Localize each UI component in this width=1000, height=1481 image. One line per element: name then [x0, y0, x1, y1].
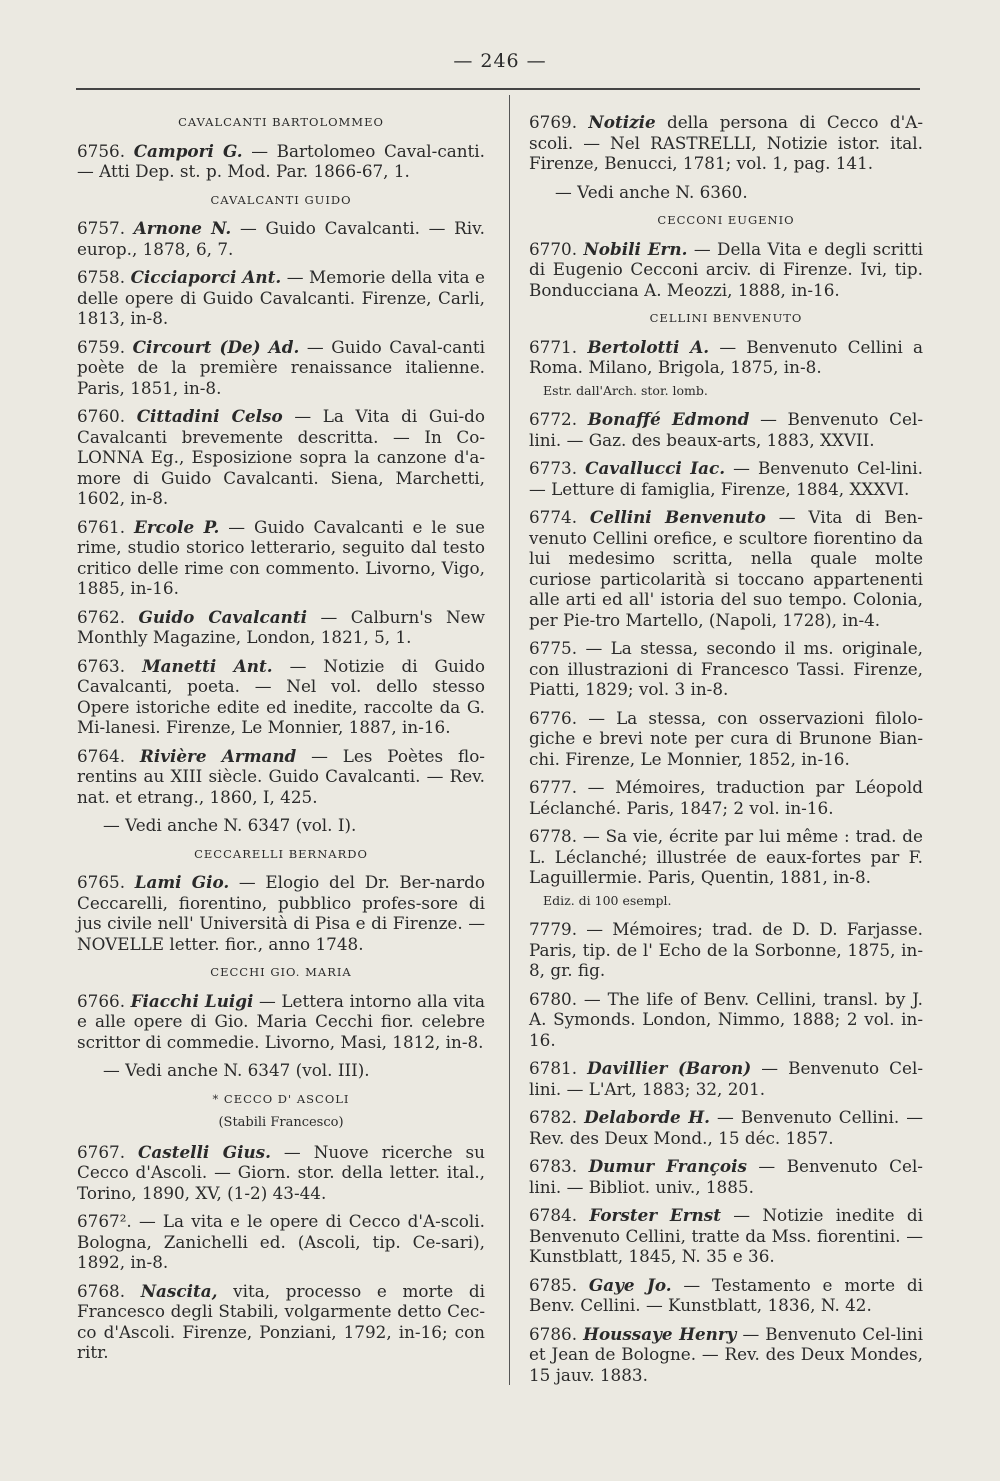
- entry-number: 6770.: [529, 238, 584, 259]
- entry-author: Lami Gio.: [134, 872, 230, 892]
- bibliography-entry: [529, 777, 923, 818]
- section-heading: CECCHI GIO. MARIA: [210, 965, 352, 979]
- entry-number: 6760.: [77, 406, 137, 426]
- entry-text: — Mémoires, traduction par Léopold Léclanché. Paris, 1847; 2 vol. in-16.: [529, 777, 923, 818]
- left-column: [77, 112, 485, 1371]
- bibliography-entry: [529, 337, 923, 378]
- entry-author: Ercole P.: [134, 516, 220, 537]
- bibliography-entry: [529, 1058, 923, 1099]
- entry-text: vita, processo e morte di Francesco degli Stabili, volgarmente detto Cec-co d'Ascoli. Firenze, Ponziani, 1792, in-16; con ritr.: [77, 1280, 485, 1362]
- bibliography-entry: [77, 991, 485, 1053]
- section-subheading: (Stabili Francesco): [218, 1115, 344, 1130]
- entry-author: Arnone N.: [133, 218, 232, 238]
- entry-author: Cittadini Celso: [136, 406, 283, 426]
- section-heading: CAVALCANTI BARTOLOMMEO: [178, 115, 384, 129]
- entry-number: 6764.: [77, 745, 140, 766]
- entry-text: — Guido Cavalcanti. — Riv. europ., 1878, 6, 7.: [77, 218, 485, 259]
- entry-note: Ediz. di 100 esempl.: [543, 892, 672, 908]
- see-also-reference: — Vedi anche N. 6360.: [555, 181, 748, 202]
- section-heading: * CECCO D' ASCOLI: [212, 1091, 350, 1106]
- entry-text: — Elogio del Dr. Ber-nardo Ceccarelli, fiorentino, pubblico profes-sore di jus civile nell' Università di Pisa e di Firenze. — NOVELLE letter. fior., anno 1748.: [77, 872, 485, 954]
- bibliography-entry: [77, 746, 485, 808]
- entry-text: — Della Vita e degli scritti di Eugenio Cecconi arciv. di Firenze. Ivi, tip. Bonducciana A. Meozzi, 1888, in-16.: [529, 238, 923, 300]
- bibliography-entry: [77, 872, 485, 954]
- entry-number: 6762.: [77, 606, 139, 627]
- entry-text: — The life of Benv. Cellini, transl. by J. A. Symonds. London, Nimmo, 1888; 2 vol. in-16.: [529, 988, 923, 1050]
- entry-author: Campori G.: [133, 140, 243, 161]
- bibliography-entry: [77, 656, 485, 738]
- bibliography-entry: [77, 1281, 485, 1363]
- right-column: [529, 112, 923, 1393]
- entry-number: 6763.: [77, 655, 143, 676]
- entry-number: 6767².: [77, 1211, 139, 1231]
- entry-number: 6771.: [529, 336, 588, 357]
- entry-number: 6774.: [529, 507, 590, 527]
- section-heading: CAVALCANTI GUIDO: [210, 192, 352, 207]
- bibliography-entry: [529, 1107, 923, 1148]
- bibliography-entry: [77, 218, 485, 259]
- entry-text: — Benvenuto Cel-lini. — L'Art, 1883; 32, 201.: [529, 1058, 923, 1099]
- entry-number: 6786.: [529, 1323, 584, 1344]
- entry-author: Davillier (Baron): [587, 1058, 752, 1078]
- entry-author: Circourt (De) Ad.: [132, 336, 300, 357]
- bibliography-entry: [529, 239, 923, 301]
- entry-text: — Vita di Ben-venuto Cellini orefice, e scultore fiorentino da lui medesimo scritta, nella quale molte curiose particolarità si toccano appartenenti alle arti ed all' istoria del suo tempo. Colonia, per Pie-tro Martello, (Napoli, 1728), in-4.: [529, 507, 923, 630]
- entry-number: 6757.: [77, 218, 134, 238]
- entry-text: — La stessa, secondo il ms. originale, con illustrazioni di Francesco Tassi. Firenze, Piatti, 1829; vol. 3 in-8.: [529, 638, 923, 699]
- entry-text: — Mémoires; trad. de D. D. Farjasse. Paris, tip. de l' Echo de la Sorbonne, 1875, in-8, gr. fig.: [529, 919, 923, 980]
- entry-number: 6777.: [529, 777, 588, 797]
- entry-text: — Benvenuto Cel-lini. — Bibliot. univ., 1885.: [529, 1156, 923, 1197]
- entry-author: Manetti Ant.: [142, 655, 273, 676]
- entry-author: Bonaffé Edmond: [587, 409, 750, 429]
- entry-author: Fiacchi Luigi: [130, 990, 254, 1011]
- entry-note: Estr. dall'Arch. stor. lomb.: [543, 382, 708, 398]
- entry-text: — Memorie della vita e delle opere di Guido Cavalcanti. Firenze, Carli, 1813, in-8.: [77, 267, 485, 328]
- entry-number: 6780.: [529, 988, 584, 1009]
- bibliography-entry: [77, 267, 485, 329]
- section-heading: CECCARELLI BERNARDO: [194, 846, 368, 861]
- bibliography-entry: [77, 607, 485, 648]
- entry-text: — Benvenuto Cellini. — Rev. des Deux Mond., 15 déc. 1857.: [529, 1107, 923, 1148]
- entry-author: Castelli Gius.: [138, 1141, 271, 1162]
- entry-author: Cellini Benvenuto: [589, 507, 766, 527]
- entry-number: 6776.: [529, 707, 589, 728]
- entry-author: Notizie: [588, 112, 656, 132]
- bibliography-entry: [529, 458, 923, 499]
- bibliography-entry: [77, 1142, 485, 1204]
- entry-number: 6759.: [77, 336, 133, 357]
- entry-author: Bertolotti A.: [587, 336, 710, 357]
- bibliography-entry: [77, 406, 485, 509]
- bibliography-entry: [529, 708, 923, 770]
- entry-author: Dumur François: [588, 1156, 747, 1176]
- bibliography-entry: [529, 112, 923, 174]
- bibliography-entry: [529, 1156, 923, 1197]
- entry-author: Cavallucci Iac.: [585, 458, 726, 478]
- entry-number: 6756.: [77, 140, 134, 161]
- entry-number: 6765.: [77, 872, 135, 892]
- bibliography-entry: [529, 826, 923, 888]
- entry-text: — Notizie inedite di Benvenuto Cellini, tratte da Mss. fiorentini. — Kunstblatt, 1845, N. 35 e 36.: [529, 1205, 923, 1266]
- entry-text: — Benvenuto Cel-lini. — Gaz. des beaux-arts, 1883, XXVII.: [529, 409, 923, 450]
- entry-author: Cicciaporci Ant.: [130, 267, 282, 287]
- entry-text: — La Vita di Gui-do Cavalcanti brevemente descritta. — In Co-LONNA Eg., Esposizione sopra la canzone d'a-more di Guido Cavalcanti. Siena, Marchetti, 1602, in-8.: [77, 406, 485, 508]
- bibliography-entry: [529, 638, 923, 700]
- entry-number: 6768.: [77, 1280, 141, 1301]
- entry-author: Guido Cavalcanti: [138, 606, 307, 627]
- entry-author: Gaye Jo.: [588, 1274, 672, 1295]
- bibliography-entry: [77, 337, 485, 399]
- entry-text: della persona di Cecco d'A-scoli. — Nel RASTRELLI, Notizie istor. ital. Firenze, Benucci, 1781; vol. 1, pag. 141.: [529, 112, 923, 173]
- section-heading: CELLINI BENVENUTO: [649, 311, 803, 325]
- entry-author: Houssaye Henry: [583, 1323, 737, 1344]
- header-rule: [76, 88, 920, 90]
- bibliography-entry: [77, 141, 485, 182]
- entry-text: — Bartolomeo Caval-canti. — Atti Dep. st. p. Mod. Par. 1866-67, 1.: [77, 140, 485, 181]
- entry-author: Rivière Armand: [139, 745, 297, 766]
- page-number: — 246 —: [453, 50, 547, 72]
- bibliography-entry: [529, 1324, 923, 1386]
- bibliography-entry: [529, 1275, 923, 1316]
- entry-number: 6758.: [77, 267, 131, 287]
- entry-text: — Notizie di Guido Cavalcanti, poeta. — Nel vol. dello stesso Opere istoriche edite ed inedite, raccolte da G. Mi-lanesi. Firenze, Le Monnier, 1887, in-16.: [77, 655, 485, 737]
- see-also-reference: — Vedi anche N. 6347 (vol. I).: [103, 815, 357, 835]
- bibliography-entry: [77, 1211, 485, 1273]
- entry-number: 6778.: [529, 826, 583, 846]
- entry-author: Delaborde H.: [584, 1107, 710, 1127]
- entry-text: — Benvenuto Cel-lini et Jean de Bologne. — Rev. des Deux Mondes, 15 jauv. 1883.: [529, 1323, 923, 1385]
- entry-text: — Calburn's New Monthly Magazine, London, 1821, 5, 1.: [77, 606, 485, 647]
- entry-text: — Nuove ricerche su Cecco d'Ascoli. — Giorn. stor. della letter. ital., Torino, 1890, XV, (1-2) 43-44.: [77, 1141, 485, 1203]
- entry-number: 6767.: [77, 1141, 139, 1162]
- entry-number: 6772.: [529, 409, 588, 429]
- bibliography-entry: [529, 919, 923, 981]
- entry-number: 6769.: [529, 112, 589, 132]
- entry-author: Forster Ernst: [589, 1205, 721, 1225]
- entry-text: — Lettera intorno alla vita e alle opere di Gio. Maria Cecchi fior. celebre scrittor di commedie. Livorno, Masi, 1812, in-8.: [77, 990, 485, 1052]
- entry-text: — La vita e le opere di Cecco d'A-scoli. Bologna, Zanichelli ed. (Ascoli, tip. Ce-sari), 1892, in-8.: [77, 1211, 485, 1272]
- bibliography-entry: [529, 989, 923, 1051]
- entry-text: — Testamento e morte di Benv. Cellini. — Kunstblatt, 1836, N. 42.: [529, 1274, 923, 1315]
- bibliography-entry: [529, 507, 923, 630]
- entry-number: 6761.: [77, 516, 135, 537]
- entry-text: — Guido Cavalcanti e le sue rime, studio storico letterario, seguito dal testo critico delle rime con commento. Livorno, Vigo, 1885, in-16.: [77, 516, 485, 598]
- entry-number: 6775.: [529, 638, 586, 658]
- bibliography-entry: [77, 517, 485, 599]
- section-heading: CECCONI EUGENIO: [657, 213, 795, 227]
- entry-author: Nascita,: [140, 1280, 218, 1301]
- column-divider: [509, 95, 510, 1385]
- entry-text: — Benvenuto Cellini a Roma. Milano, Brigola, 1875, in-8.: [529, 336, 923, 377]
- entry-number: 6766.: [77, 990, 131, 1011]
- entry-number: 6782.: [529, 1107, 585, 1127]
- entry-author: Nobili Ern.: [583, 238, 688, 259]
- bibliography-entry: [529, 1205, 923, 1267]
- entry-number: 6773.: [529, 458, 586, 478]
- entry-text: — Les Poètes flo-rentins au XIII siècle. Guido Cavalcanti. — Rev. nat. et etrang., 1860, I, 425.: [77, 745, 485, 807]
- entry-text: — Guido Caval-canti poète de la première renaissance italienne. Paris, 1851, in-8.: [77, 336, 485, 398]
- entry-text: — Benvenuto Cel-lini. — Letture di famiglia, Firenze, 1884, XXXVI.: [529, 458, 923, 499]
- bibliography-entry: [529, 409, 923, 450]
- entry-number: 7779.: [529, 919, 587, 939]
- see-also-reference: — Vedi anche N. 6347 (vol. III).: [103, 1060, 370, 1080]
- entry-number: 6783.: [529, 1156, 589, 1176]
- entry-number: 6781.: [529, 1058, 588, 1078]
- entry-text: — Sa vie, écrite par lui même : trad. de L. Léclanché; illustrée de eaux-fortes par F. Laguillermie. Paris, Quentin, 1881, in-8.: [529, 826, 923, 887]
- entry-number: 6784.: [529, 1205, 590, 1225]
- entry-number: 6785.: [529, 1274, 589, 1295]
- entry-text: — La stessa, con osservazioni filolo-giche e brevi note per cura di Brunone Bian-chi. Firenze, Le Monnier, 1852, in-16.: [529, 707, 923, 769]
